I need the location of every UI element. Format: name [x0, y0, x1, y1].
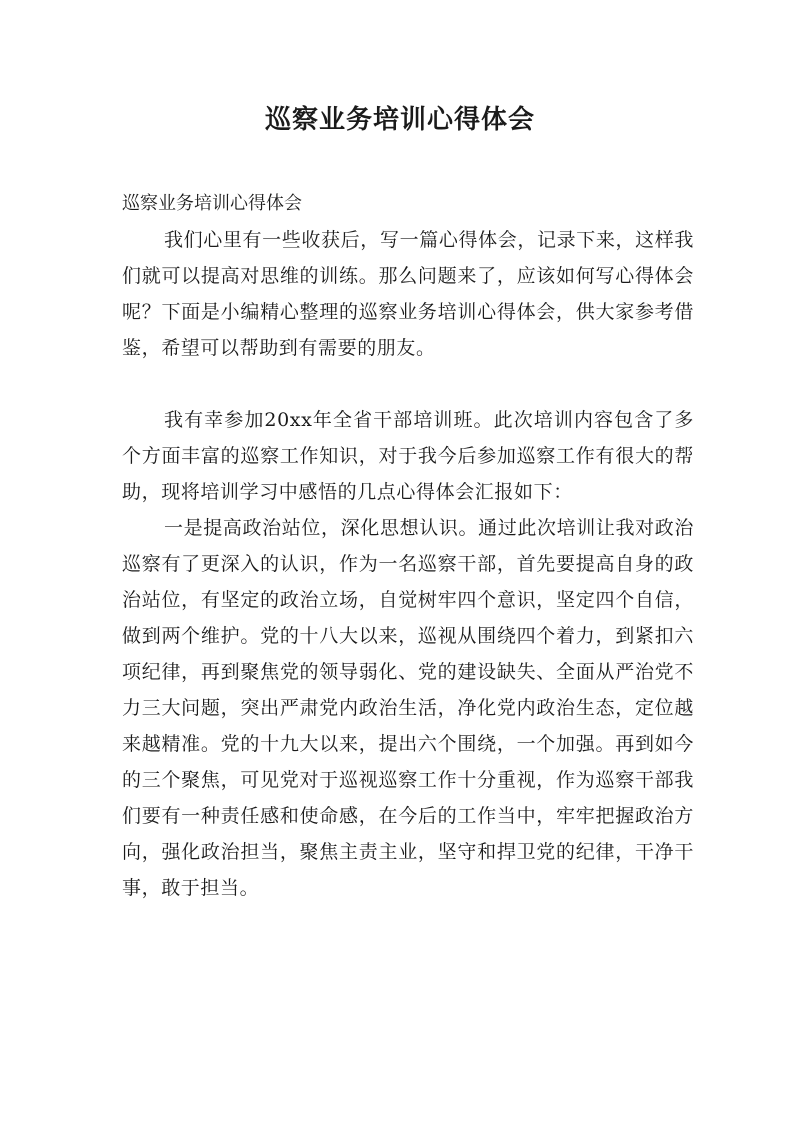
document-subtitle: 巡察业务培训心得体会: [122, 193, 302, 214]
paragraph-gap: [122, 366, 694, 402]
paragraph-training: 我有幸参加20xx年全省干部培训班。此次培训内容包含了多个方面丰富的巡察工作知识，对于我今后参加巡察工作有很大的帮助，现将培训学习中感悟的几点心得体会汇报如下：: [122, 409, 694, 503]
paragraph-point-one: 一是提高政治站位，深化思想认识。通过此次培训让我对政治巡察有了更深入的认识，作为一名巡察干部，首先要提高自身的政治站位，有坚定的政治立场，自觉树牢四个意识，坚定四个自信，做到两个维护。党的十八大以来，巡视从围绕四个着力，到紧扣六项纪律，再到聚焦党的领导弱化、党的建设缺失、全面从严治党不力三大问题，突出严肃党内政治生活，净化党内政治生态，定位越来越精准。党的十九大以来，提出六个围绕，一个加强。再到如今的三个聚焦，可见党对于巡视巡察工作十分重视，作为巡察干部我们要有一种责任感和使命感，在今后的工作当中，牢牢把握政治方向，强化政治担当，聚焦主责主业，坚守和捍卫党的纪律，干净干事，敢于担当。: [122, 517, 694, 899]
document-title: 巡察业务培训心得体会: [264, 105, 535, 135]
document-body: [122, 186, 694, 906]
paragraph-intro: 我们心里有一些收获后，写一篇心得体会，记录下来，这样我们就可以提高对思维的训练。那么问题来了，应该如何写心得体会呢？下面是小编精心整理的巡察业务培训心得体会，供大家参考借鉴，希望可以帮助到有需要的朋友。: [122, 229, 694, 359]
